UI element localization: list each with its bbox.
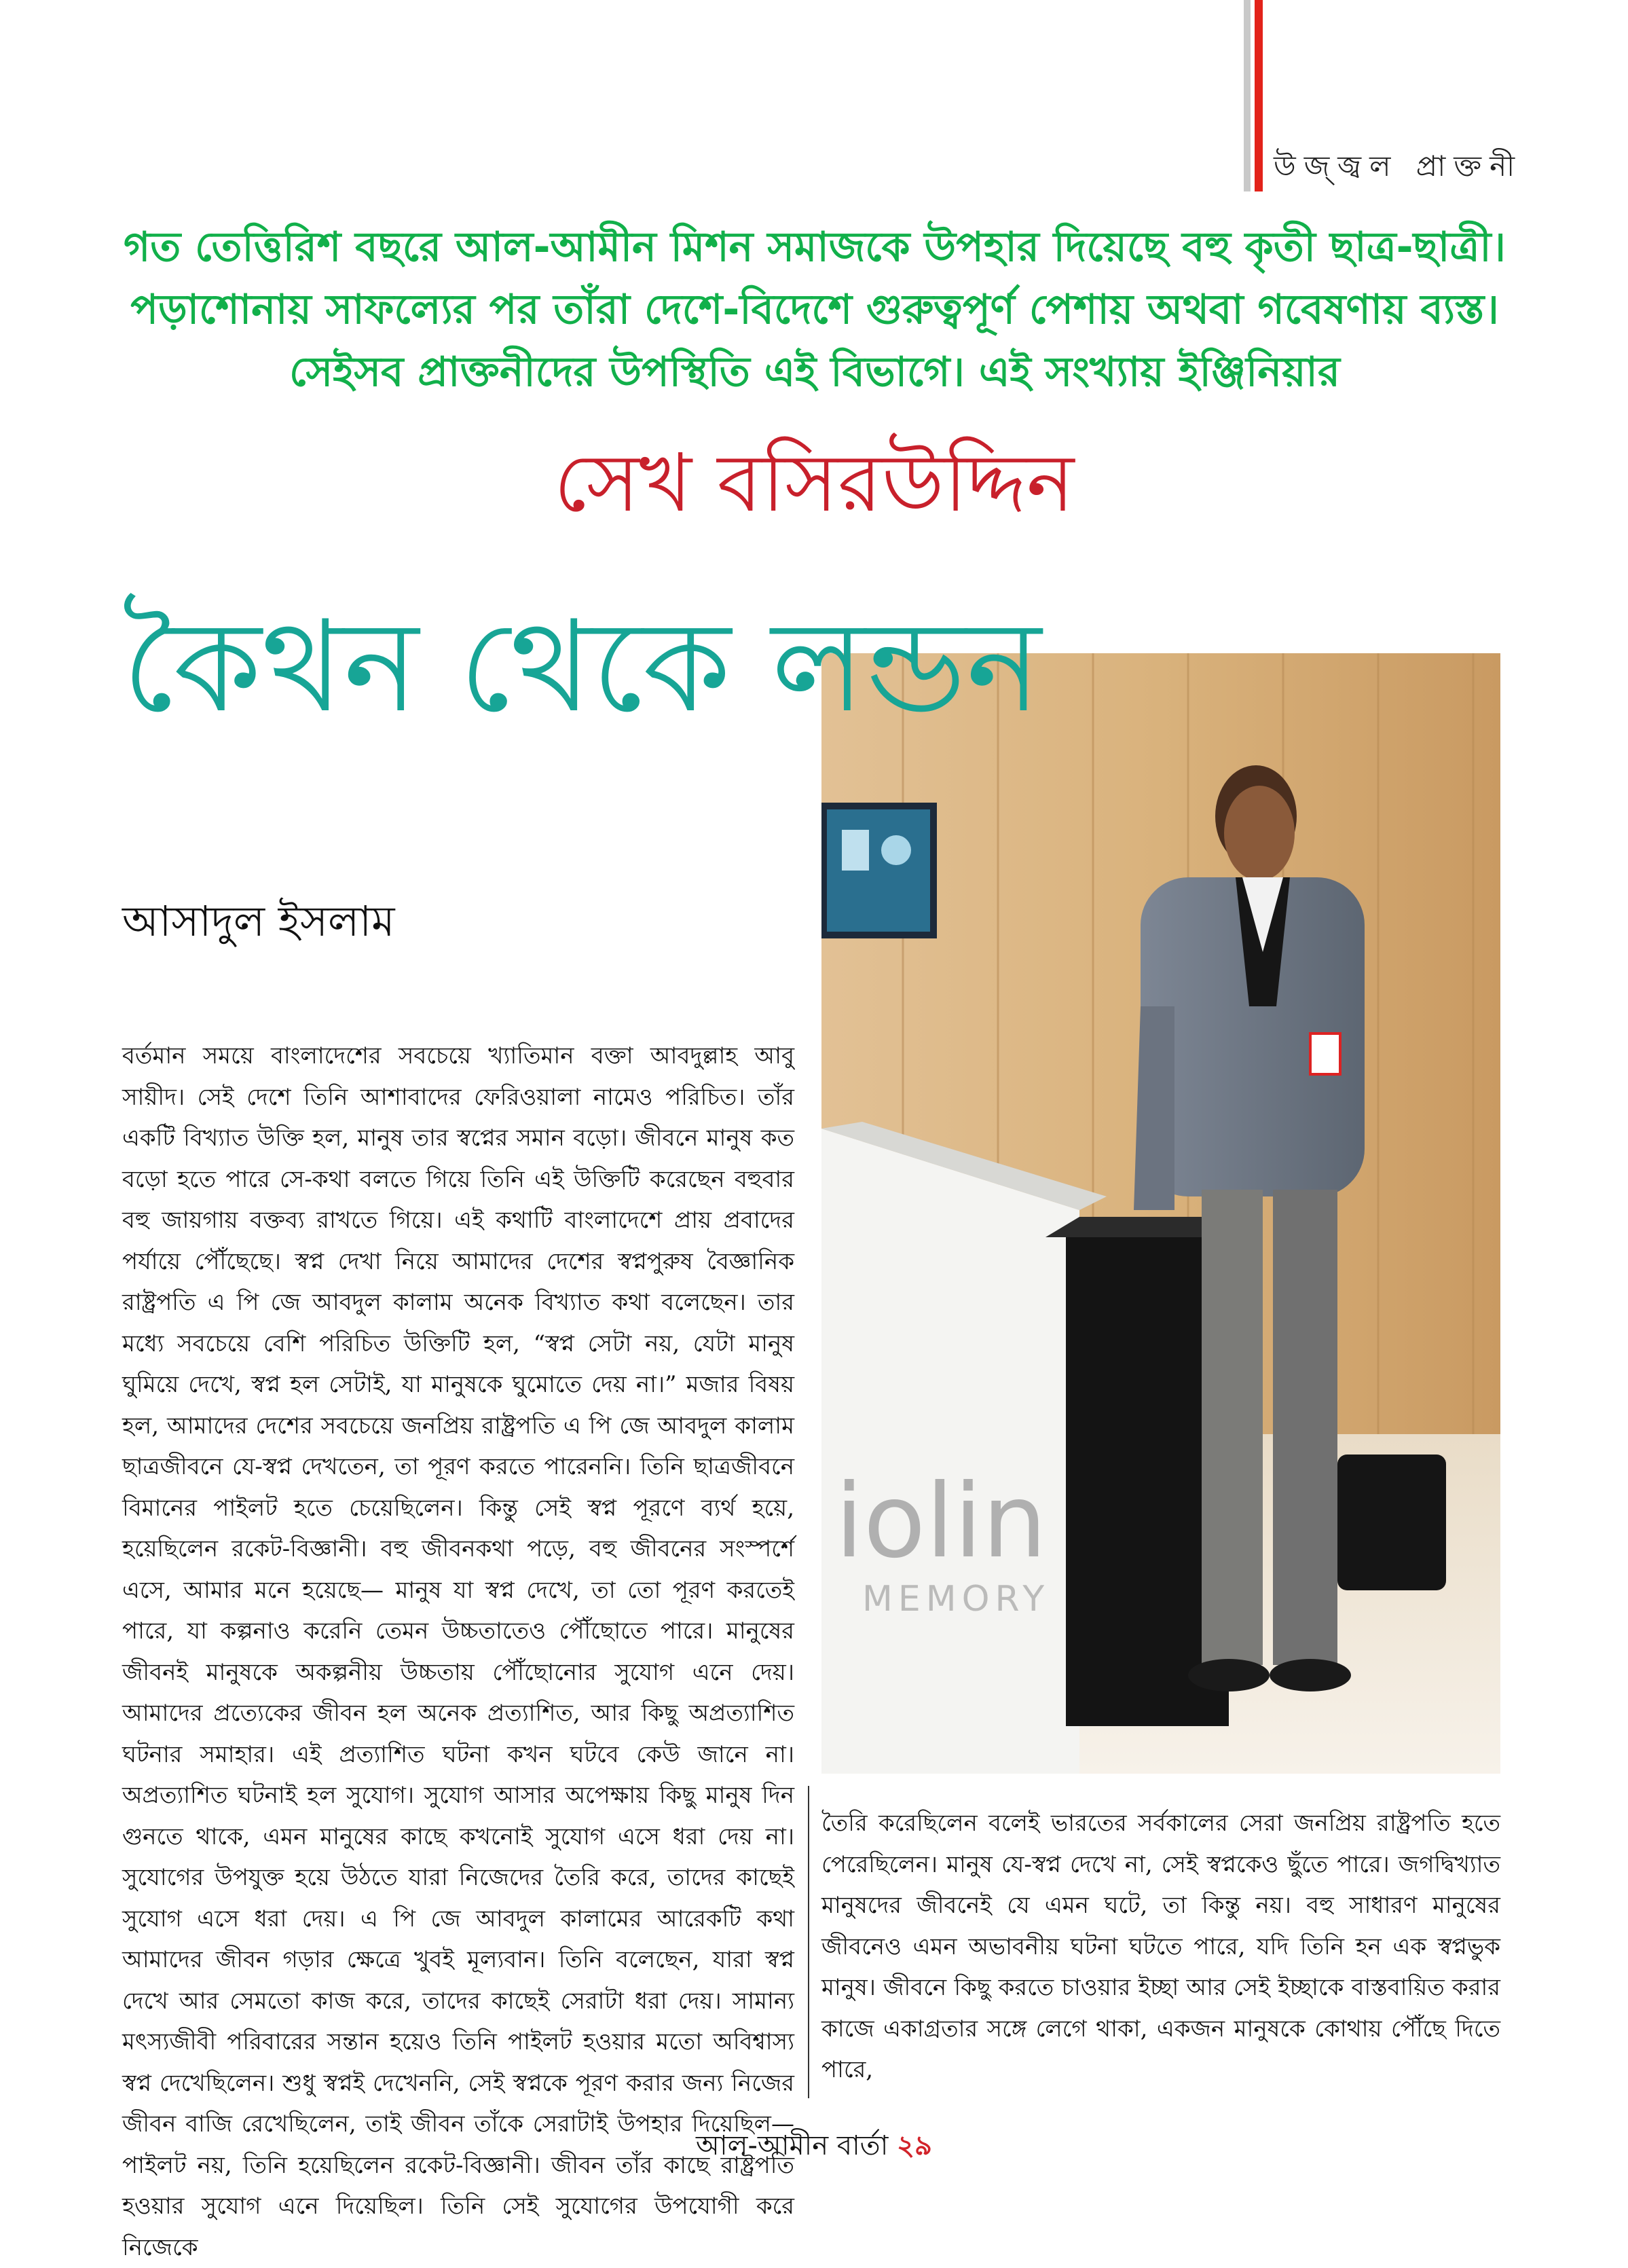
column-divider [808, 1786, 809, 2098]
footer [0, 2124, 1628, 2170]
body-column-right: তৈরি করেছিলেন বলেই ভারতের সর্বকালের সেরা জনপ্রিয় রাষ্ট্রপতি হতে পেরেছিলেন। মানুষ যে-স্বপ্ন দেখে না, সেই স্বপ্নকেও ছুঁতে পারে। জগদ্বিখ্যাত মানুষদের জীবনেই যে এমন ঘটে, তা কিন্তু নয়। বহু সাধারণ মানুষের জীবনেও এমন অভাবনীয় ঘটনা ঘটতে পারে, যদি তিনি হন এক স্বপ্নভুক মানুষ। জীবনে কিছু করতে চাওয়ার ইচ্ছা আর সেই ইচ্ছাকে বাস্তবায়িত করার কাজে একাগ্রতার সঙ্গে লেগে থাকা, একজন মানুষকে কোথায় পৌঁছে দিতে পারে, [821, 1810, 1500, 2083]
booth-sign-line2: MEMORY [862, 1579, 1050, 1620]
intro-text [102, 216, 1528, 403]
footer-magazine: আল-আমীন বার্তা [696, 2130, 889, 2161]
intro-line-2: পড়াশোনায় সাফল্যের পর তাঁরা দেশে-বিদেশে গুরুত্বপূর্ণ পেশায় অথবা গবেষণায় ব্যস্ত। [130, 286, 1499, 333]
intro-line-1: গত তেত্তিরিশ বছরে আল-আমীন মিশন সমাজকে উপহার দিয়েছে বহু কৃতী ছাত্র-ছাত্রী। [123, 223, 1506, 271]
author: আসাদুল ইসলাম [122, 896, 395, 946]
section-label: উজ্জ্বল প্রাক্তনী [1274, 149, 1523, 183]
header-red-bar [1255, 0, 1263, 191]
person-name: সেখ বসিরউদ্দিন [553, 436, 1075, 530]
headline: কৈথন থেকে লন্ডন [122, 593, 1041, 740]
page-number: ২৯ [897, 2130, 932, 2161]
header-gray-bar [1244, 0, 1251, 191]
intro-line-3: সেইসব প্রাক্তনীদের উপস্থিতি এই বিভাগে। এই সংখ্যায় ইঞ্জিনিয়ার [289, 348, 1340, 396]
booth-sign-line1: iolin [835, 1463, 1047, 1581]
article-photo [821, 653, 1500, 1774]
body-column-left: বর্তমান সময়ে বাংলাদেশের সবচেয়ে খ্যাতিমান বক্তা আবদুল্লাহ আবু সায়ীদ। সেই দেশে তিনি আশাবাদের ফেরিওয়ালা নামেও পরিচিত। তাঁর একটি বিখ্যাত উক্তি হল, মানুষ তার স্বপ্নের সমান বড়ো। জীবনে মানুষ কত বড়ো হতে পারে সে-কথা বলতে গিয়ে তিনি এই উক্তিটি করেছেন বহুবার বহু জায়গায় বক্তব্য রাখতে গিয়ে। এই কথাটি বাংলাদেশে প্রায় প্রবাদের পর্যায়ে পৌঁছেছে। স্বপ্ন দেখা নিয়ে আমাদের দেশের স্বপ্নপুরুষ বৈজ্ঞানিক রাষ্ট্রপতি এ পি জে আবদুল কালাম অনেক বিখ্যাত কথা বলেছেন। তার মধ্যে সবচেয়ে বেশি পরিচিত উক্তিটি হল, “স্বপ্ন সেটা নয়, যেটা মানুষ ঘুমিয়ে দেখে, স্বপ্ন হল সেটাই, যা মানুষকে ঘুমোতে দেয় না।” মজার বিষয় হল, আমাদের দেশের সবচেয়ে জনপ্রিয় রাষ্ট্রপতি এ পি জে আবদুল কালাম ছাত্রজীবনে যে-স্বপ্ন দেখতেন, তা পূরণ করতে পারেননি। তিনি ছাত্রজীবনে বিমানের পাইলট হতে চেয়েছিলেন। কিন্তু সেই স্বপ্ন পূরণে ব্যর্থ হয়ে, হয়েছিলেন রকেট-বিজ্ঞানী। বহু জীবনকথা পড়ে, বহু জীবনের সংস্পর্শে এসে, আমার মনে হয়েছে— মানুষ যা স্বপ্ন দেখে, তা তো পূরণ করতেই পারে, যা কল্পনাও করেনি তেমন উচ্চতাতেও পৌঁছোতে পারে। মানুষের জীবনই মানুষকে অকল্পনীয় উচ্চতায় পৌঁছোনোর সুযোগ এনে দেয়। আমাদের প্রত্যেকের জীবন হল অনেক প্রত্যাশিত, আর কিছু অপ্রত্যাশিত ঘটনার সমাহার। এই প্রত্যাশিত ঘটনা কখন ঘটবে কেউ জানে না। অপ্রত্যাশিত ঘটনাই হল সুযোগ। সুযোগ আসার অপেক্ষায় কিছু মানুষ দিন গুনতে থাকে, এমন মানুষের কাছে কখনোই সুযোগ এসে ধরা দেয় না। সুযোগের উপযুক্ত হয়ে উঠতে যারা নিজেদের তৈরি করে, তাদের কাছেই সুযোগ এসে ধরা দেয়। এ পি জে আবদুল কালামের আরেকটি কথা আমাদের জীবন গড়ার ক্ষেত্রে খুবই মূল্যবান। তিনি বলেছেন, যারা স্বপ্ন দেখে আর সেমতো কাজ করে, তাদের কাছেই সেরাটা ধরা দেয়। সামান্য মৎস্যজীবী পরিবারের সন্তান হয়েও তিনি পাইলট হওয়ার মতো অবিশ্বাস্য স্বপ্ন দেখেছিলেন। শুধু স্বপ্নই দেখেননি, সেই স্বপ্নকে পূরণ করার জন্য নিজের জীবন বাজি রেখেছিলেন, তাই জীবন তাঁকে সেরাটাই উপহার দিয়েছিল— পাইলট নয়, তিনি হয়েছিলেন রকেট-বিজ্ঞানী। জীবন তাঁর কাছে রাষ্ট্রপতি হওয়ার সুযোগ এনে দিয়েছিল। তিনি সেই সুযোগের উপযোগী করে নিজেকে [122, 1042, 794, 2261]
